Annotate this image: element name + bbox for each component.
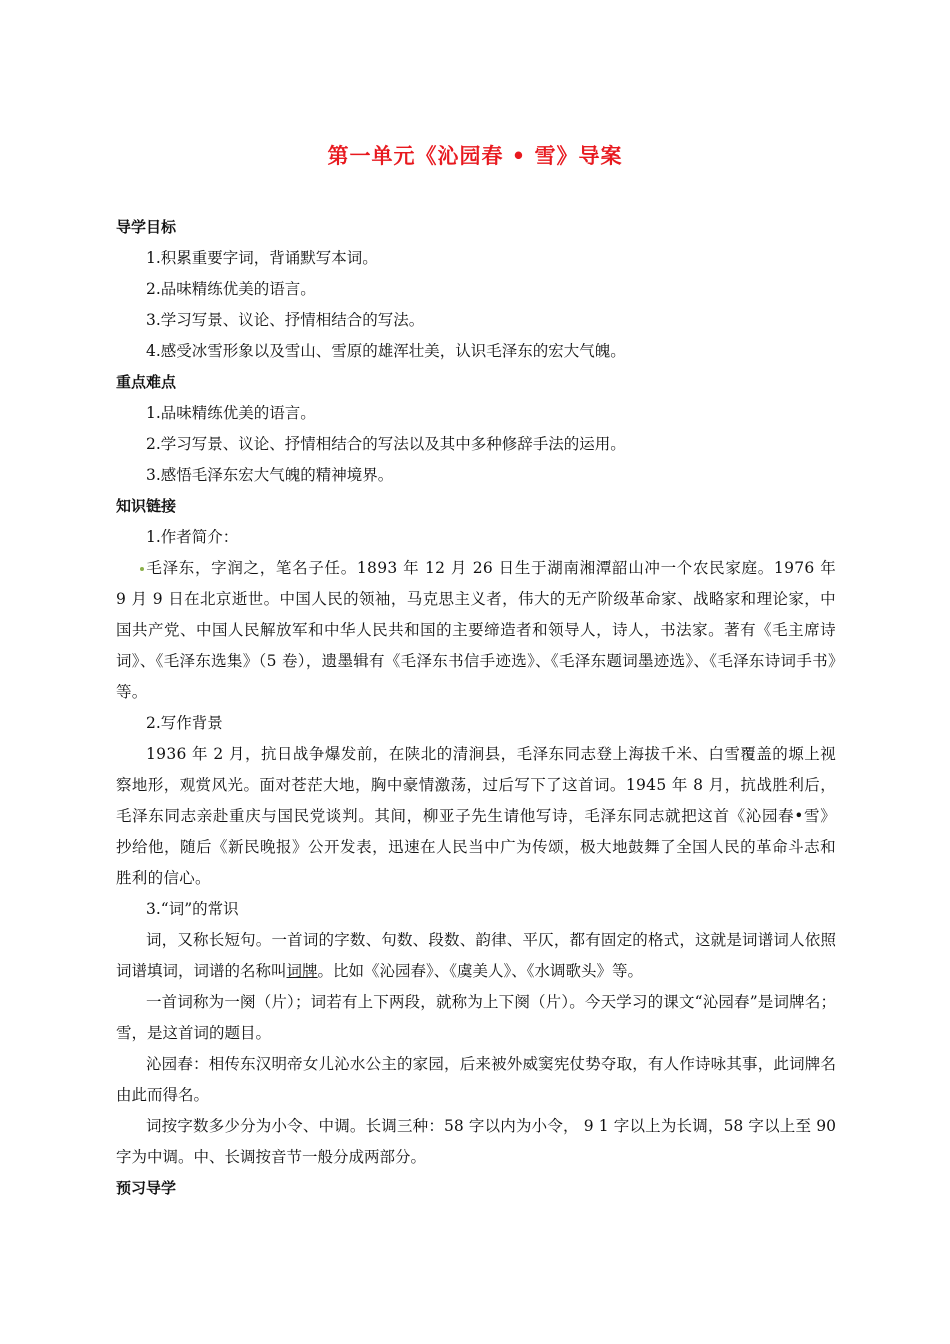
section-heading-goals: 导学目标: [116, 218, 177, 236]
ci-paragraph-4: 词按字数多少分为小令、中调。长调三种：58 字以内为小令， 9 1 字以上为长调，58 字以上至 90 字为中调。中、长调按音节一般分成两部分。: [116, 1117, 836, 1166]
focus-item: 1.品味精练优美的语言。: [146, 404, 316, 422]
goal-item: 1.积累重要字词，背诵默写本词。: [146, 249, 378, 267]
bullet-mark-icon: [140, 567, 144, 571]
section-heading-preview: 预习导学: [116, 1179, 177, 1197]
focus-item: 3.感悟毛泽东宏大气魄的精神境界。: [146, 466, 394, 484]
section-heading-focus: 重点难点: [116, 373, 177, 391]
focus-item: 2.学习写景、议论、抒情相结合的写法以及其中多种修辞手法的运用。: [146, 435, 626, 453]
page-title: 第一单元《沁园春 • 雪》导案: [327, 144, 623, 168]
ci-paragraph-2: 一首词称为一阕（片）；词若有上下两段，就称为上下阕（片）。今天学习的课文“沁园春”是词牌名；雪，是这首词的题目。: [116, 993, 836, 1042]
background-paragraph: 1936 年 2 月，抗日战争爆发前，在陕北的清涧县，毛泽东同志登上海拔千米、白雪覆盖的塬上视察地形，观赏风光。面对苍茫大地，胸中豪情激荡，过后写下了这首词。1945 年 8 月，抗战胜利后，毛泽东同志亲赴重庆与国民党谈判。其间，柳亚子先生请他写诗，毛泽东同志就把这首《沁园春•雪》抄给他，随后《新民晚报》公开发表，迅速在人民当中广为传颂，极大地鼓舞了全国人民的革命斗志和胜利的信心。: [116, 745, 836, 887]
goal-item: 2.品味精练优美的语言。: [146, 280, 316, 298]
background-subheading: 2.写作背景: [146, 714, 223, 732]
author-paragraph: [116, 553, 836, 708]
section-heading-knowledge: 知识链接: [116, 497, 177, 515]
author-subheading: 1.作者简介：: [146, 528, 239, 546]
goal-item: 3.学习写景、议论、抒情相结合的写法。: [146, 311, 425, 329]
ci-text-before: 词，又称长短句。一首词的字数、句数、段数、韵律、平仄，都有固定的格式，这就是词谱词人依照词谱填词，词谱的名称叫: [116, 931, 836, 980]
ci-paragraph-3: 沁园春：相传东汉明帝女儿沁水公主的家园，后来被外威窦宪仗势夺取，有人作诗咏其事，此词牌名由此而得名。: [116, 1055, 836, 1104]
ci-paragraph-1: [116, 925, 836, 987]
goal-item: 4.感受冰雪形象以及雪山、雪原的雄浑壮美，认识毛泽东的宏大气魄。: [146, 342, 626, 360]
ci-underlined-term: 词牌: [286, 962, 318, 980]
author-text: 毛泽东，字润之，笔名子任。1893 年 12 月 26 日生于湖南湘潭韶山冲一个农民家庭。1976 年 9 月 9 日在北京逝世。中国人民的领袖，马克思主义者，伟大的无产阶级革命家、战略家和理论家，中国共产党、中国人民解放军和中华人民共和国的主要缔造者和领导人，诗人，书法家。著有《毛主席诗词》、《毛泽东选集》（5 卷），遗墨辑有《毛泽东书信手迹选》、《毛泽东题词墨迹选》、《毛泽东诗词手书》等。: [116, 559, 836, 701]
ci-text-after: 。比如《沁园春》、《虞美人》、《水调歌头》等。: [317, 962, 644, 980]
document-body: [116, 212, 836, 1204]
ci-subheading: 3.“词”的常识: [146, 900, 239, 918]
